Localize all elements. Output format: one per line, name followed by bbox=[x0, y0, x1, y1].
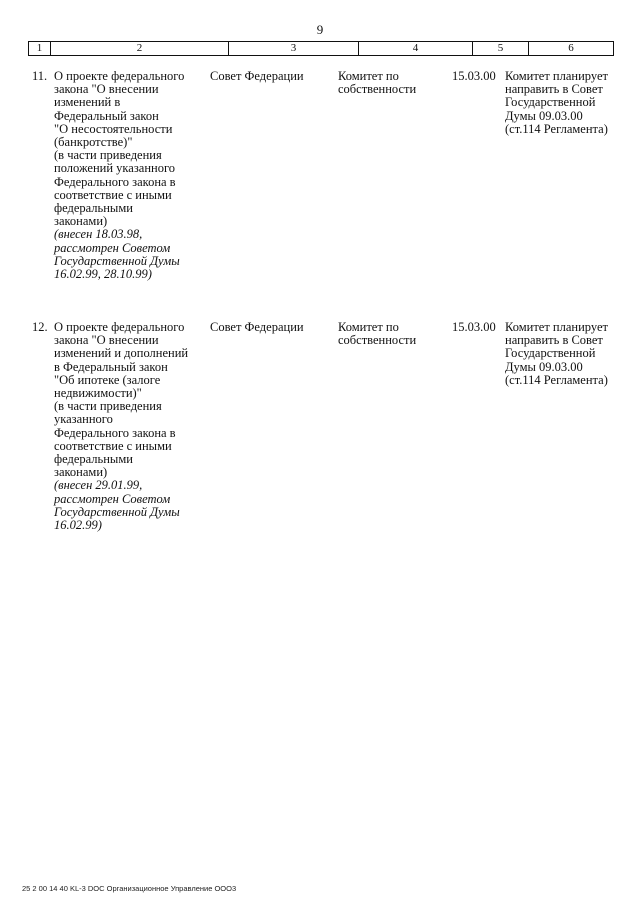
decision-line: Думы 09.03.00 bbox=[505, 359, 583, 374]
bill-title-line: закона "О внесении bbox=[54, 333, 159, 348]
committee-line: собственности bbox=[338, 333, 417, 348]
table-header-row bbox=[28, 41, 614, 56]
bill-title-line: в Федеральный закон bbox=[54, 359, 168, 374]
bill-title bbox=[54, 70, 204, 281]
bill-title-line: Федерального закона в bbox=[54, 425, 176, 440]
footer-stamp: 25 2 00 14 40 KL-3 DOC Организационное Управление ООО3 bbox=[22, 884, 237, 893]
decision-line: направить в Совет bbox=[505, 82, 603, 97]
column-header-4: 4 bbox=[359, 42, 473, 55]
committee bbox=[338, 70, 416, 96]
initiator: Совет Федерации bbox=[210, 320, 304, 334]
bill-title-line: Федерального закона в bbox=[54, 174, 176, 189]
column-header-6: 6 bbox=[568, 42, 574, 54]
bill-note-line: (внесен 29.01.99, bbox=[54, 478, 143, 493]
bill-title-line: федеральными bbox=[54, 452, 133, 467]
bill-title-line: (в части приведения bbox=[54, 148, 162, 163]
bill-title-line: законами) bbox=[54, 214, 108, 229]
bill-title-line: изменений и дополнений bbox=[54, 346, 189, 361]
decision bbox=[505, 321, 608, 387]
column-header-2: 2 bbox=[51, 42, 229, 55]
decision-line: Государственной bbox=[505, 95, 596, 110]
bill-title-line: соответствие с иными bbox=[54, 438, 172, 453]
bill-title-line: положений указанного bbox=[54, 161, 176, 176]
decision-line: (ст.114 Регламента) bbox=[505, 121, 608, 136]
bill-title-line: О проекте федерального bbox=[54, 69, 185, 83]
date: 15.03.00 bbox=[452, 320, 496, 334]
bill-title-line: соответствие с иными bbox=[54, 187, 172, 202]
decision-line: Думы 09.03.00 bbox=[505, 108, 583, 123]
bill-title-line: закона "О внесении bbox=[54, 82, 159, 97]
bill-title-line: (в части приведения bbox=[54, 399, 162, 414]
bill-title-line: недвижимости)" bbox=[54, 386, 142, 401]
bill-title-line: "Об ипотеке (залоге bbox=[54, 372, 161, 387]
bill-note-line: рассмотрен Советом bbox=[54, 240, 171, 255]
bill-title-line: указанного bbox=[54, 412, 113, 427]
decision-line: (ст.114 Регламента) bbox=[505, 372, 608, 387]
date: 15.03.00 bbox=[452, 69, 496, 83]
bill-note-line: Государственной Думы bbox=[54, 253, 180, 268]
bill-title-line: федеральными bbox=[54, 201, 133, 216]
column-header-3: 3 bbox=[229, 42, 359, 55]
row-number: 11. bbox=[32, 69, 48, 83]
committee bbox=[338, 321, 416, 347]
bill-title bbox=[54, 321, 204, 532]
bill-note-line: рассмотрен Советом bbox=[54, 491, 171, 506]
committee-line: Комитет по bbox=[338, 320, 399, 334]
column-header-1: 1 bbox=[29, 42, 51, 55]
column-header-5: 5 bbox=[473, 42, 529, 55]
committee-line: Комитет по bbox=[338, 69, 399, 83]
row-number: 12. bbox=[32, 320, 48, 334]
bill-title-line: изменений в bbox=[54, 95, 121, 110]
bill-title-line: законами) bbox=[54, 465, 108, 480]
bill-title-line: (банкротстве)" bbox=[54, 135, 133, 150]
bill-note-line: 16.02.99) bbox=[54, 518, 102, 533]
decision-line: направить в Совет bbox=[505, 333, 603, 348]
bill-note-line: (внесен 18.03.98, bbox=[54, 227, 143, 242]
initiator: Совет Федерации bbox=[210, 69, 304, 83]
decision-line: Комитет планирует bbox=[505, 69, 608, 83]
bill-title-line: О проекте федерального bbox=[54, 320, 185, 334]
bill-title-line: "О несостоятельности bbox=[54, 121, 173, 136]
bill-note-line: 16.02.99, 28.10.99) bbox=[54, 267, 152, 282]
page-number: 9 bbox=[316, 22, 324, 37]
committee-line: собственности bbox=[338, 82, 417, 97]
bill-title-line: Федеральный закон bbox=[54, 108, 159, 123]
decision-line: Комитет планирует bbox=[505, 320, 608, 334]
decision-line: Государственной bbox=[505, 346, 596, 361]
decision bbox=[505, 70, 608, 136]
bill-note-line: Государственной Думы bbox=[54, 504, 180, 519]
